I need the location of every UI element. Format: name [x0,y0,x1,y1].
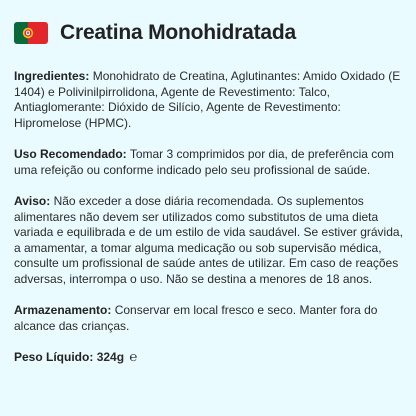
ingredients-label: Ingredientes: [14,69,90,83]
storage-text: Conservar em local fresco e seco. Manter fora do alcance das crianças. [14,303,378,333]
recommended-use-label: Uso Recomendado: [14,147,127,161]
warning-label: Aviso: [14,194,51,208]
net-weight-section [14,350,406,366]
net-weight-value: 324g [96,350,125,364]
label-content [14,69,406,382]
ingredients-section [14,69,406,131]
warning-section [14,194,406,287]
header [14,18,404,48]
storage-label: Armazenamento: [14,303,112,317]
estimated-sign-icon: ℮ [129,349,138,364]
ingredients-text: Monohidrato de Creatina, Aglutinantes: Amido Oxidado (E 1404) e Polivinilpirrolidona, Agente de Revestimento: Talco, Antiaglomerante: Dióxido de Silício, Agente de Revestimento: Hipromelose (HPMC). [14,69,401,130]
warning-text: Não exceder a dose diária recomendada. Os suplementos alimentares não devem ser utilizados como substitutos de uma dieta variada e equilibrada e de um estilo de vida saudável. Se estiver grávida, a amamentar, a tomar alguma medicação ou sob supervisão médica, consulte um profissional de saúde antes de utilizar. Em caso de reações adversas, interrompa o uso. Não se destina a menores de 18 anos. [14,194,403,286]
portugal-flag-icon [14,22,48,44]
storage-section [14,303,406,334]
net-weight-label: Peso Líquido: [14,350,94,364]
page-title: Creatina Monohidratada [60,21,296,44]
recommended-use-section [14,147,406,178]
recommended-use-text: Tomar 3 comprimidos por dia, de preferência com uma refeição ou conforme indicado pelo seu profissional de saúde. [14,147,394,177]
